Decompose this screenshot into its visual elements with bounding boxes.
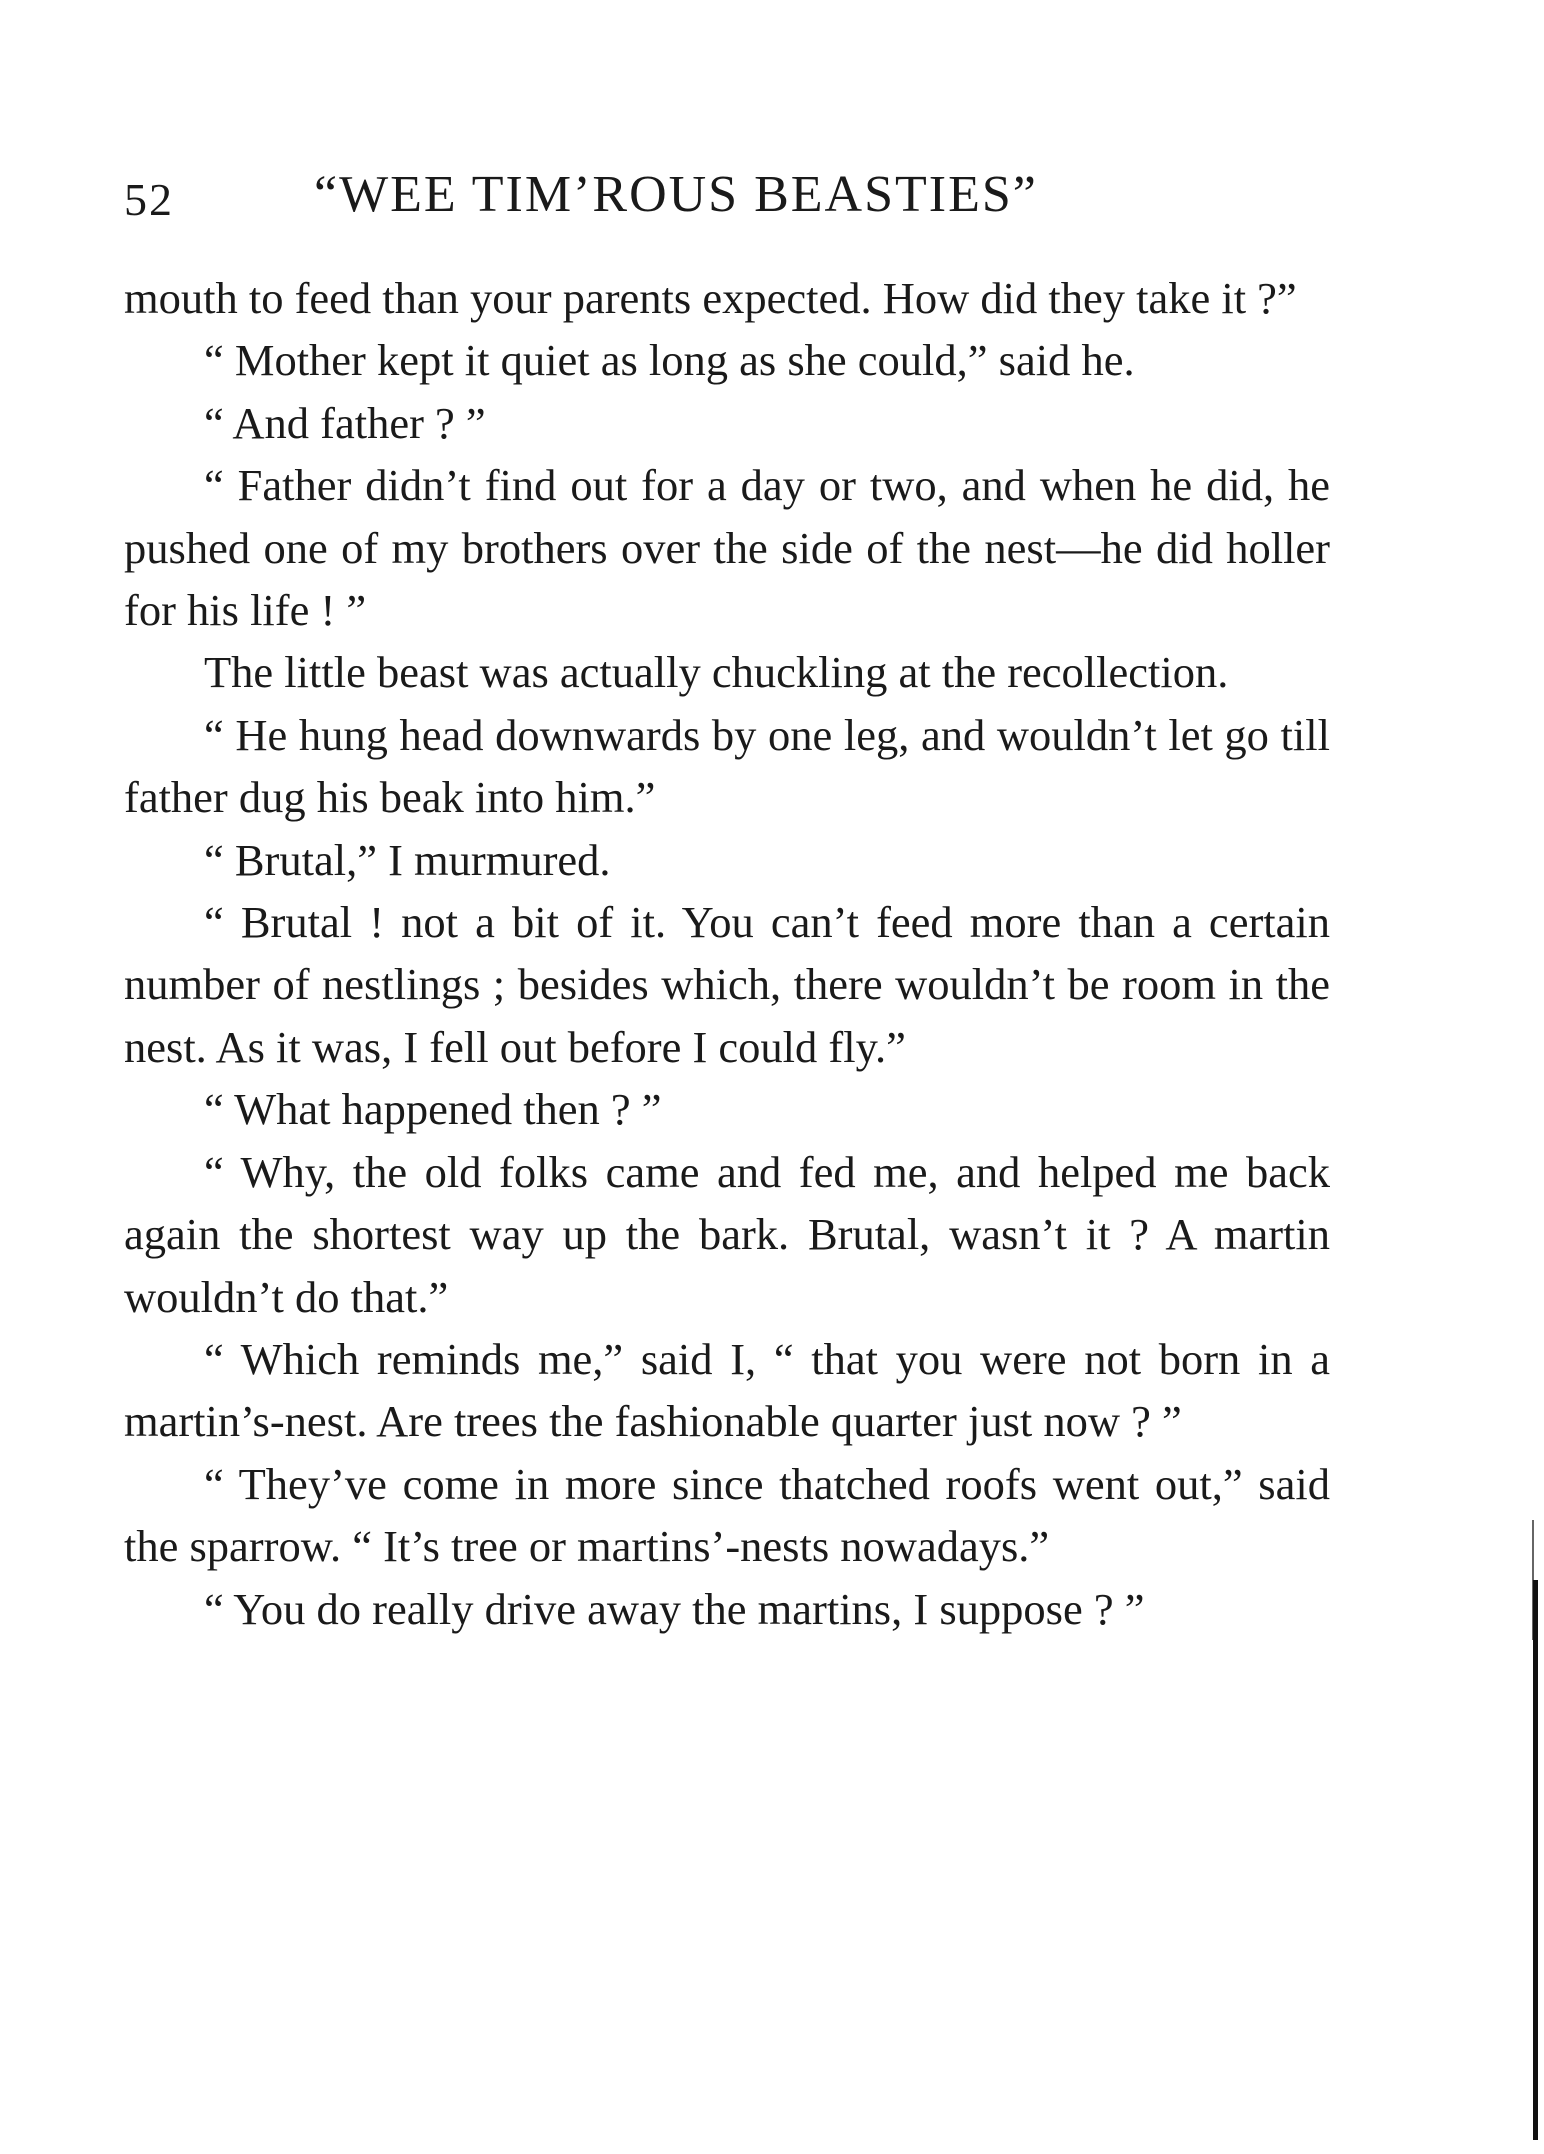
paragraph: “ He hung head downwards by one leg, and wouldn’t let go till father dug his beak into him.” [124, 709, 1330, 823]
page-number: 52 [124, 174, 174, 225]
paragraph: “ And father ? ” [204, 397, 486, 448]
page-header [124, 165, 1330, 235]
running-title: “WEE TIM’ROUS BEASTIES” [314, 166, 1038, 223]
body-text [124, 267, 1330, 1640]
paragraph: “ Brutal,” I murmured. [204, 834, 611, 885]
paragraph: “ Father didn’t find out for a day or two, and when he did, he pushed one of my brothers over the side of the nest—he did holler for his life ! ” [124, 460, 1330, 636]
paragraph: “ They’ve come in more since thatched roofs went out,” said the sparrow. “ It’s tree or martins’-nests nowadays.” [124, 1458, 1330, 1572]
paragraph: “ Which reminds me,” said I, “ that you were not born in a martin’s-nest. Are trees the fashionable quarter just now ? ” [124, 1333, 1330, 1447]
paragraph: “ Mother kept it quiet as long as she could,” said he. [204, 335, 1135, 386]
paragraph-continuation: mouth to feed than your parents expected. How did they take it ?” [124, 273, 1297, 323]
paragraph: “ What happened then ? ” [204, 1084, 662, 1135]
paragraph: “ You do really drive away the martins, I suppose ? ” [204, 1583, 1145, 1634]
paragraph: “ Why, the old folks came and fed me, and helped me back again the shortest way up the bark. Brutal, wasn’t it ? A martin wouldn’t do that.” [124, 1146, 1330, 1322]
paragraph: The little beast was actually chuckling at the recollection. [204, 647, 1229, 698]
scan-edge-shadow [1533, 1580, 1538, 2140]
paragraph: “ Brutal ! not a bit of it. You can’t feed more than a certain number of nestlings ; besides which, there wouldn’t be room in the nest. As it was, I fell out before I could fly.” [124, 897, 1330, 1072]
